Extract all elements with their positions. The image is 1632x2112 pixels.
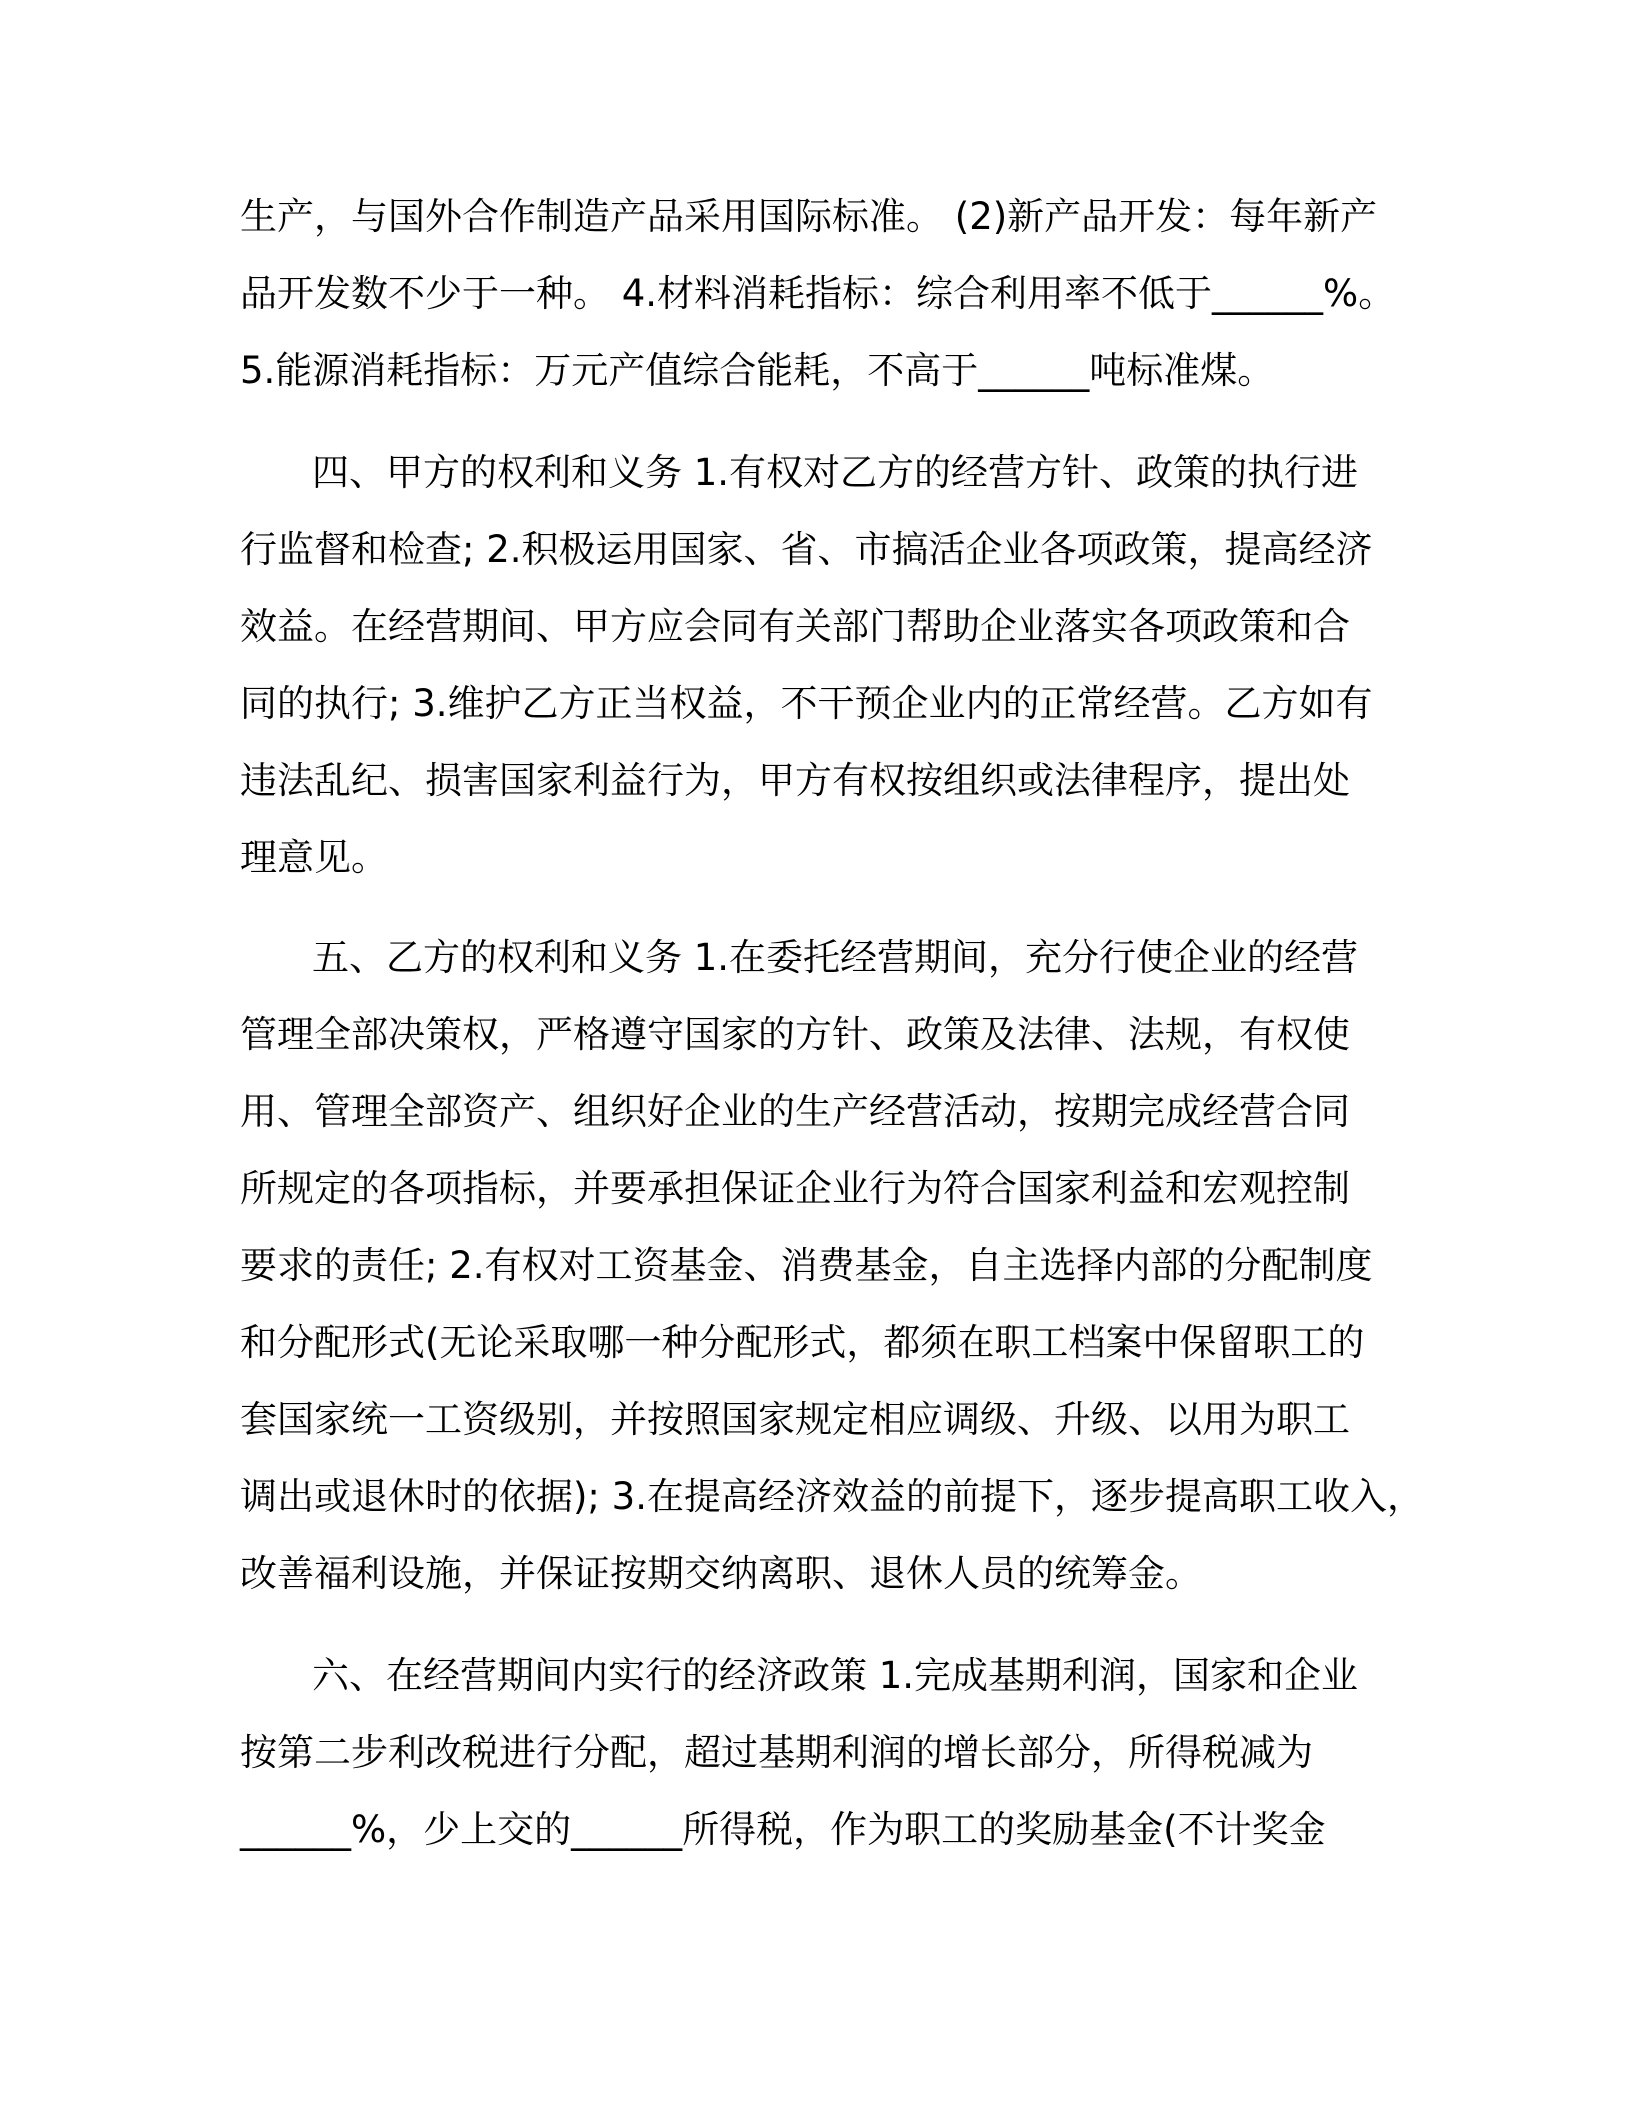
text-line: 效益。在经营期间、甲方应会同有关部门帮助企业落实各项政策和合	[240, 605, 1350, 648]
text-line: 改善福利设施，并保证按期交纳离职、退休人员的统筹金。	[240, 1552, 1202, 1595]
text-line: 同的执行; 3.维护乙方正当权益，不干预企业内的正常经营。乙方如有	[240, 682, 1373, 725]
section-6-heading-line: 六、在经营期间内实行的经济政策 1.完成基期利润，国家和企业	[312, 1654, 1359, 1697]
text-line: 理意见。	[240, 836, 388, 879]
text-line: 按第二步利改税进行分配，超过基期利润的增长部分，所得税减为	[240, 1731, 1313, 1774]
text-line: 和分配形式(无论采取哪一种分配形式，都须在职工档案中保留职工的	[240, 1321, 1365, 1364]
text-line: 所规定的各项指标，并要承担保证企业行为符合国家利益和宏观控制	[240, 1167, 1350, 1210]
text-line: 5.能源消耗指标：万元产值综合能耗，不高于______吨标准煤。	[240, 349, 1275, 392]
text-line: 违法乱纪、损害国家利益行为，甲方有权按组织或法律程序，提出处	[240, 759, 1350, 802]
text-line: 用、管理全部资产、组织好企业的生产经营活动，按期完成经营合同	[240, 1090, 1350, 1133]
text-line: 品开发数不少于一种。 4.材料消耗指标：综合利用率不低于______%。	[240, 272, 1396, 315]
section-5-heading-line: 五、乙方的权利和义务 1.在委托经营期间，充分行使企业的经营	[312, 936, 1359, 979]
text-line: 生产，与国外合作制造产品采用国际标准。 (2)新产品开发：每年新产	[240, 195, 1378, 238]
text-line: 管理全部决策权，严格遵守国家的方针、政策及法律、法规，有权使	[240, 1013, 1350, 1056]
section-4-heading-line: 四、甲方的权利和义务 1.有权对乙方的经营方针、政策的执行进	[312, 451, 1359, 494]
text-line: 套国家统一工资级别，并按照国家规定相应调级、升级、以用为职工	[240, 1398, 1350, 1441]
text-line: 调出或退休时的依据); 3.在提高经济效益的前提下，逐步提高职工收入，	[240, 1475, 1424, 1518]
text-line: ______%，少上交的______所得税，作为职工的奖励基金(不计奖金	[240, 1808, 1326, 1851]
text-line: 行监督和检查; 2.积极运用国家、省、市搞活企业各项政策，提高经济	[240, 528, 1373, 571]
text-line: 要求的责任; 2.有权对工资基金、消费基金，自主选择内部的分配制度	[240, 1244, 1373, 1287]
